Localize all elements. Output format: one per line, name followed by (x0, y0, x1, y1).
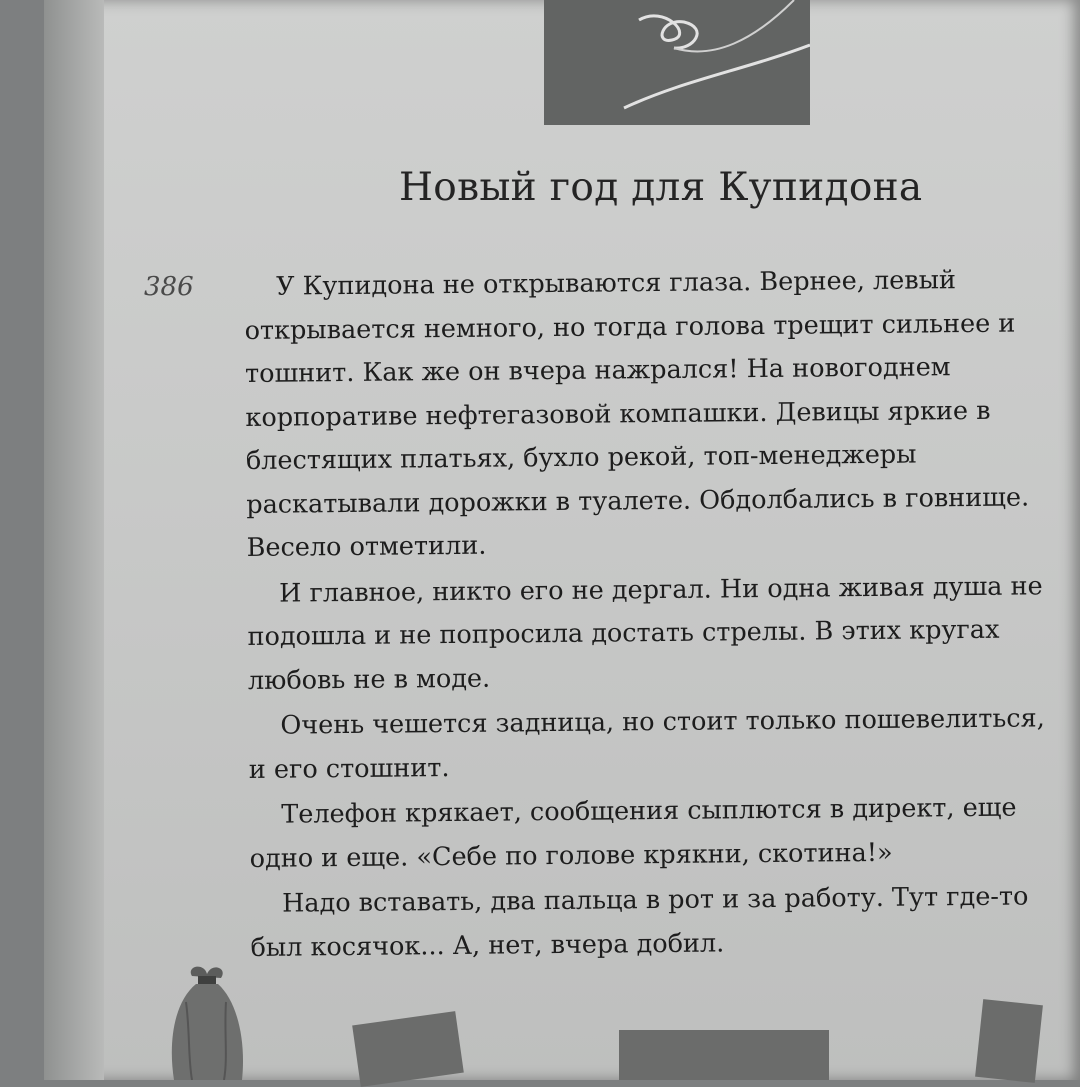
gift-box-illustration (619, 1030, 829, 1080)
paragraph: У Купидона не открываются глаза. Вернее, левый открывается немного, но тогда голова трещит сильнее и тошнит. Как же он вчера нажрался! На новогоднем корпоративе нефтегазовой компашки. Девицы яркие в блестящих платьях, бухло рекой, топ-менеджеры раскатывали дорожки в туалете. Обдолбались в говнище. Весело отметили. (244, 265, 1030, 563)
sack-illustration (166, 962, 248, 1080)
page-number: 386 (144, 272, 194, 302)
paragraph: Телефон крякает, сообщения сыплются в директ, еще одно и еще. «Себе по голове крякни, скотина!» (249, 792, 1017, 874)
paragraph: Очень чешется задница, но стоит только пошевелиться, и его стошнит. (248, 703, 1045, 785)
body-text (244, 258, 1071, 970)
gift-box-illustration (352, 1011, 464, 1087)
book-page (44, 0, 1080, 1080)
paragraph: И главное, никто его не дергал. Ни одна живая душа не подошла и не попросила достать стрелы. В этих кругах любовь не в моде. (247, 570, 1043, 696)
page-stack-edge (44, 0, 104, 1080)
wrapped-gift-illustration (544, 0, 810, 125)
gift-box-illustration (975, 999, 1043, 1083)
paragraph: Надо вставать, два пальца в рот и за работу. Тут где-то был косячок... А, нет, вчера добил. (250, 881, 1029, 963)
chapter-title: Новый год для Купидона (399, 165, 923, 210)
